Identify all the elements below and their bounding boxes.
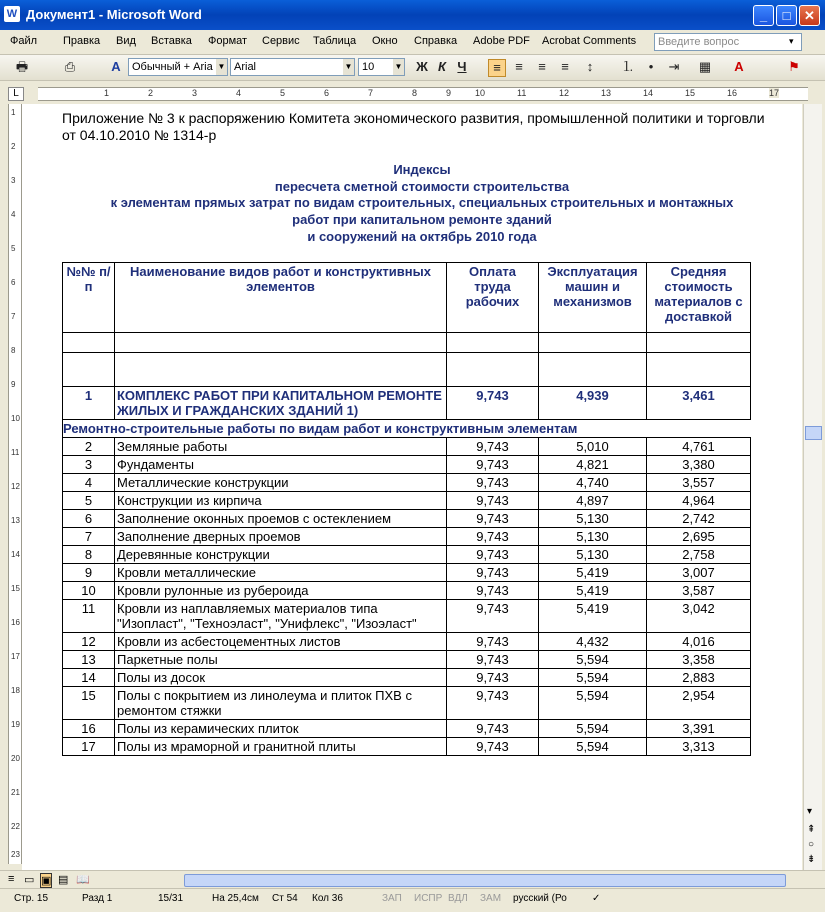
vruler-mark: 13 (11, 516, 20, 525)
row-labor: 9,743 (447, 387, 539, 420)
row-name: Кровли из наплавляемых материалов типа "Изопласт", "Техноэласт", "Унифлекс", "Изоэласт" (115, 600, 447, 633)
appendix-date: от 04.10.2010 № 1314-р (62, 127, 217, 143)
row-labor: 9,743 (447, 564, 539, 582)
row-num: 11 (63, 600, 115, 633)
table-row (63, 633, 751, 651)
justify-icon[interactable]: ≡ (561, 59, 569, 74)
formatting-toolbar (0, 55, 825, 81)
browse-object-icon[interactable]: ○ (808, 839, 815, 850)
vruler-mark: 2 (11, 142, 16, 151)
row-num: 14 (63, 669, 115, 687)
row-name: Кровли из асбестоцементных листов (115, 633, 447, 651)
row-num: 8 (63, 546, 115, 564)
spelling-icon[interactable]: ✓ (592, 893, 601, 904)
row-num: 2 (63, 438, 115, 456)
row-num: 10 (63, 582, 115, 600)
row-labor: 9,743 (447, 600, 539, 633)
row-labor: 9,743 (447, 474, 539, 492)
vruler-mark: 11 (11, 448, 20, 457)
horizontal-scroll-thumb[interactable] (184, 874, 786, 887)
ruler-mark: 10 (475, 88, 486, 98)
align-center-icon[interactable]: ≡ (515, 59, 523, 74)
header-name: Наименование видов работ и конструктивных элементов (115, 263, 447, 333)
row-materials: 2,954 (647, 687, 751, 720)
ruler-mark: 13 (601, 88, 612, 98)
scrollbar-thumb[interactable] (805, 426, 822, 440)
row-name: Полы из керамических плиток (115, 720, 447, 738)
vruler-mark: 5 (11, 244, 16, 253)
status-column: Кол 36 (312, 893, 343, 904)
document-page[interactable] (22, 104, 802, 870)
ruler-scale (38, 87, 808, 101)
vruler-mark: 10 (11, 414, 20, 423)
row-machines: 4,432 (539, 633, 647, 651)
ruler-mark: 11 (517, 88, 527, 98)
ruler-mark: 7 (368, 88, 374, 98)
row-num: 15 (63, 687, 115, 720)
menu-edit[interactable]: Правка (63, 35, 101, 47)
indent-icon[interactable]: ⇥ (668, 59, 680, 74)
font-select-value: Arial (234, 61, 257, 73)
word-app-icon[interactable]: W (4, 6, 20, 22)
pdf-icon[interactable]: ⎙ (64, 59, 76, 74)
status-extend[interactable]: ВДЛ (448, 893, 468, 904)
row-name: КОМПЛЕКС РАБОТ ПРИ КАПИТАЛЬНОМ РЕМОНТЕ ЖИЛЫХ И ГРАЖДАНСКИХ ЗДАНИЙ 1) (115, 387, 447, 420)
row-name: Полы с покрытием из линолеума и плиток ПХВ с ремонтом стяжки (115, 687, 447, 720)
row-num: 4 (63, 474, 115, 492)
menu-insert[interactable]: Вставка (151, 35, 192, 47)
window-title: Документ1 - Microsoft Word (26, 7, 202, 22)
row-labor: 9,743 (447, 720, 539, 738)
table-row (63, 492, 751, 510)
menu-adobe-pdf[interactable]: Adobe PDF (473, 35, 530, 47)
row-labor: 9,743 (447, 546, 539, 564)
vruler-mark: 3 (11, 176, 16, 185)
ruler-mark: 12 (559, 88, 570, 98)
row-labor: 9,743 (447, 492, 539, 510)
ruler-mark: 16 (727, 88, 738, 98)
ruler-mark: 2 (148, 88, 154, 98)
styles-icon[interactable]: A (111, 59, 121, 74)
row-materials: 3,042 (647, 600, 751, 633)
row-materials: 4,016 (647, 633, 751, 651)
help-search-input[interactable]: Введите вопрос (654, 33, 802, 51)
font-size-select[interactable] (358, 58, 405, 76)
vruler-mark: 6 (11, 278, 16, 287)
outline-view-icon[interactable]: ▤ (58, 874, 69, 886)
table-row (63, 669, 751, 687)
menu-table[interactable]: Таблица (313, 35, 357, 47)
row-name: Заполнение оконных проемов с остеклением (115, 510, 447, 528)
row-machines: 5,419 (539, 582, 647, 600)
maximize-button[interactable]: □ (776, 5, 797, 26)
table-row (63, 510, 751, 528)
vruler-mark: 8 (11, 346, 16, 355)
row-labor: 9,743 (447, 456, 539, 474)
ruler-mark: 8 (412, 88, 418, 98)
row-materials: 3,380 (647, 456, 751, 474)
row-machines: 5,594 (539, 669, 647, 687)
chevron-down-icon: ▼ (216, 59, 227, 75)
row-num: 3 (63, 456, 115, 474)
line-spacing-icon[interactable]: ↕ (586, 59, 594, 74)
row-machines: 5,594 (539, 687, 647, 720)
horizontal-scrollbar[interactable] (0, 870, 825, 889)
close-button[interactable]: ✕ (799, 5, 820, 26)
row-name: Полы из мраморной и гранитной плиты (115, 738, 447, 756)
vruler-mark: 22 (11, 822, 20, 831)
horizontal-ruler[interactable] (0, 84, 825, 102)
table-row (63, 738, 751, 756)
table-header-row (63, 263, 751, 333)
row-labor: 9,743 (447, 582, 539, 600)
appendix-text (62, 110, 782, 144)
chevron-down-icon: ▼ (393, 59, 404, 75)
ruler-mark: 14 (643, 88, 654, 98)
row-materials: 2,742 (647, 510, 751, 528)
table-row (63, 474, 751, 492)
menu-window[interactable]: Окно (372, 35, 398, 47)
table-row (63, 600, 751, 633)
menu-tools[interactable]: Сервис (262, 35, 300, 47)
section-row (63, 420, 751, 438)
status-overwrite[interactable]: ЗАМ (480, 893, 502, 904)
table-row (63, 720, 751, 738)
status-section: Разд 1 (82, 893, 113, 904)
acrobat-icon[interactable]: ⚑ (788, 59, 800, 74)
row-machines: 5,130 (539, 528, 647, 546)
row-machines: 5,130 (539, 510, 647, 528)
title-bar (0, 0, 825, 30)
normal-view-icon[interactable]: ≡ (8, 873, 15, 885)
status-language: русский (Ро (513, 893, 567, 904)
row-name: Конструкции из кирпича (115, 492, 447, 510)
vruler-mark: 21 (11, 788, 20, 797)
reading-view-icon[interactable]: 📖 (76, 874, 90, 886)
row-name: Полы из досок (115, 669, 447, 687)
row-labor: 9,743 (447, 687, 539, 720)
row-num: 13 (63, 651, 115, 669)
row-labor: 9,743 (447, 510, 539, 528)
scroll-down-icon[interactable]: ▾ (807, 806, 813, 817)
table-row-main (63, 387, 751, 420)
bullet-list-icon[interactable]: • (648, 59, 654, 74)
index-table (62, 262, 751, 756)
menu-format[interactable]: Формат (208, 35, 248, 47)
italic-button[interactable]: К (438, 59, 446, 74)
row-machines: 5,594 (539, 720, 647, 738)
row-labor: 9,743 (447, 669, 539, 687)
chevron-down-icon: ▼ (343, 59, 354, 75)
vertical-scrollbar[interactable] (803, 104, 822, 870)
row-num: 5 (63, 492, 115, 510)
row-labor: 9,743 (447, 528, 539, 546)
print-layout-icon[interactable]: ▣ (41, 875, 52, 887)
row-materials: 3,007 (647, 564, 751, 582)
menu-file[interactable]: Файл (10, 35, 38, 47)
vruler-mark: 7 (11, 312, 16, 321)
row-num: 12 (63, 633, 115, 651)
row-num: 7 (63, 528, 115, 546)
vruler-mark: 20 (11, 754, 20, 763)
ruler-mark: 6 (324, 88, 330, 98)
row-num: 1 (63, 387, 115, 420)
prev-page-icon[interactable]: ⇞ (807, 824, 816, 835)
style-select[interactable] (128, 58, 228, 76)
font-size-value: 10 (362, 61, 375, 73)
font-color-icon[interactable]: A (734, 59, 744, 74)
table-row (63, 456, 751, 474)
table-row (63, 564, 751, 582)
row-materials: 3,461 (647, 387, 751, 420)
ruler-mark: 9 (446, 88, 452, 98)
close-document-icon[interactable]: ▾ (789, 36, 794, 46)
status-pages: 15/31 (158, 893, 184, 904)
table-row (63, 528, 751, 546)
row-materials: 3,358 (647, 651, 751, 669)
vruler-mark: 14 (11, 550, 20, 559)
doc-title: пересчета сметной стоимости строительства (274, 179, 570, 194)
row-machines: 5,130 (539, 546, 647, 564)
status-rec[interactable]: ЗАП (382, 893, 402, 904)
header-machines: Эксплуатация машин и механизмов (539, 263, 647, 333)
table-row (63, 438, 751, 456)
ruler-mark: 5 (280, 88, 286, 98)
vruler-mark: 16 (11, 618, 20, 627)
vruler-mark: 15 (11, 584, 20, 593)
web-view-icon[interactable]: ▭ (24, 874, 35, 886)
row-machines: 5,010 (539, 438, 647, 456)
row-materials: 3,313 (647, 738, 751, 756)
row-name: Заполнение дверных проемов (115, 528, 447, 546)
numbered-list-icon[interactable]: ⒈ (621, 59, 635, 74)
row-materials: 4,761 (647, 438, 751, 456)
vruler-mark: 18 (11, 686, 20, 695)
style-select-value: Обычный + Aria (132, 61, 213, 73)
row-materials: 3,391 (647, 720, 751, 738)
vruler-mark: 23 (11, 850, 20, 859)
row-materials: 3,587 (647, 582, 751, 600)
section-title: Ремонтно-строительные работы по видам работ и конструктивным элементам (63, 420, 751, 438)
table-row (63, 582, 751, 600)
vruler-mark: 9 (11, 380, 16, 389)
row-materials: 2,883 (647, 669, 751, 687)
vertical-ruler[interactable] (8, 104, 22, 864)
doc-title: и сооружений на октябрь 2010 года (307, 229, 537, 244)
appendix-line: Приложение № 3 к распоряжению Комитета экономического развития, промышленной политики и торговли (62, 110, 765, 126)
row-labor: 9,743 (447, 738, 539, 756)
ruler-mark: 3 (192, 88, 198, 98)
table-body (63, 438, 751, 756)
menu-help[interactable]: Справка (414, 35, 458, 47)
row-materials: 4,964 (647, 492, 751, 510)
empty-row (63, 353, 751, 387)
row-name: Фундаменты (115, 456, 447, 474)
table-row (63, 546, 751, 564)
doc-title: Индексы (393, 162, 451, 177)
vruler-mark: 4 (11, 210, 16, 219)
row-machines: 4,897 (539, 492, 647, 510)
row-materials: 3,557 (647, 474, 751, 492)
align-right-icon[interactable]: ≡ (538, 59, 546, 74)
bold-button[interactable]: Ж (416, 59, 428, 74)
row-name: Паркетные полы (115, 651, 447, 669)
table-row (63, 651, 751, 669)
vruler-mark: 19 (11, 720, 20, 729)
row-name: Деревянные конструкции (115, 546, 447, 564)
row-machines: 5,419 (539, 600, 647, 633)
row-machines: 5,419 (539, 564, 647, 582)
vruler-mark: 12 (11, 482, 20, 491)
row-machines: 4,740 (539, 474, 647, 492)
row-labor: 9,743 (447, 438, 539, 456)
row-labor: 9,743 (447, 633, 539, 651)
row-machines: 4,939 (539, 387, 647, 420)
vruler-mark: 17 (11, 652, 20, 661)
font-select[interactable] (230, 58, 355, 76)
row-materials: 2,695 (647, 528, 751, 546)
menu-acrobat-comments[interactable]: Acrobat Comments (542, 35, 637, 47)
minimize-button[interactable]: _ (753, 5, 774, 26)
header-num: №№ п/п (63, 263, 115, 333)
row-num: 17 (63, 738, 115, 756)
align-left-icon[interactable]: ≡ (488, 59, 506, 77)
status-track[interactable]: ИСПР (414, 893, 443, 904)
status-bar (0, 888, 825, 912)
header-materials: Средняя стоимость материалов с доставкой (647, 263, 751, 333)
row-materials: 2,758 (647, 546, 751, 564)
ruler-mark: 1 (104, 88, 110, 98)
status-line: Ст 54 (272, 893, 298, 904)
menu-view[interactable]: Вид (116, 35, 136, 47)
empty-row (63, 333, 751, 353)
row-name: Земляные работы (115, 438, 447, 456)
row-machines: 5,594 (539, 738, 647, 756)
row-num: 6 (63, 510, 115, 528)
next-page-icon[interactable]: ⇟ (807, 854, 816, 865)
row-name: Кровли рулонные из рубероида (115, 582, 447, 600)
row-machines: 4,821 (539, 456, 647, 474)
doc-title: к элементам прямых затрат по видам строительных, специальных строительных и монтажных (110, 195, 734, 210)
status-page: Стр. 15 (14, 893, 49, 904)
underline-button[interactable]: Ч (457, 59, 467, 74)
ruler-mark: 17 (769, 88, 780, 98)
row-name: Металлические конструкции (115, 474, 447, 492)
doc-title: работ при капитальном ремонте зданий (292, 212, 552, 227)
table-row (63, 687, 751, 720)
header-labor: Оплата труда рабочих (447, 263, 539, 333)
row-num: 9 (63, 564, 115, 582)
vruler-mark: 1 (11, 108, 16, 117)
row-machines: 5,594 (539, 651, 647, 669)
row-num: 16 (63, 720, 115, 738)
ruler-mark: 15 (685, 88, 696, 98)
borders-icon[interactable]: ▦ (698, 59, 712, 74)
ruler-mark: 4 (236, 88, 242, 98)
row-labor: 9,743 (447, 651, 539, 669)
tab-selector-icon[interactable]: L (8, 87, 24, 101)
status-position: На 25,4см (212, 893, 259, 904)
row-name: Кровли металлические (115, 564, 447, 582)
print-icon[interactable]: 🖶 (15, 59, 29, 74)
